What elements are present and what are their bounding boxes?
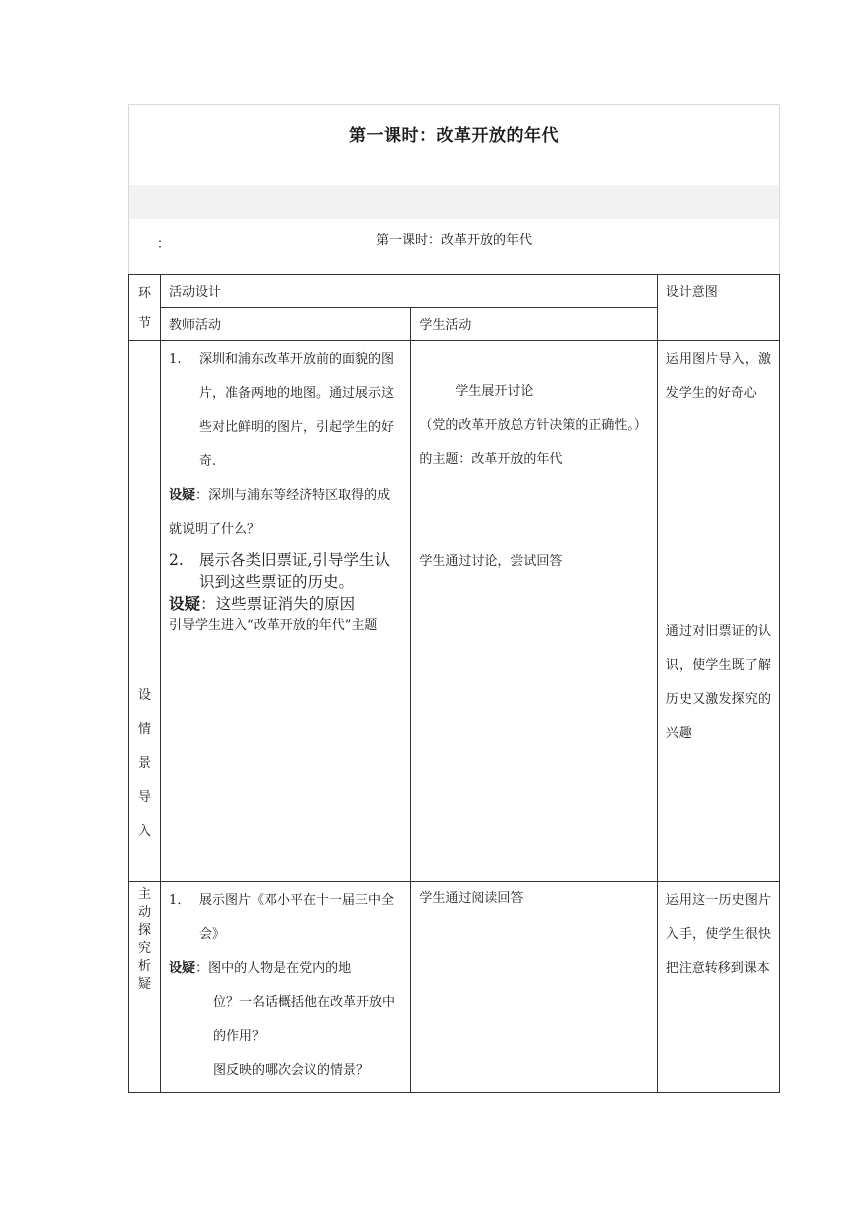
student-activity-cell xyxy=(411,882,657,1093)
item-text: 展示图片《邓小平在十一届三中全会》 xyxy=(199,893,395,942)
label-colon: ： xyxy=(157,237,171,252)
document-title: 第一课时：改革开放的年代 xyxy=(349,126,559,146)
document-header xyxy=(128,104,780,274)
header-row-1 xyxy=(129,275,780,308)
intent-cell xyxy=(657,341,779,882)
question-label: 设疑 xyxy=(169,961,196,976)
intent-text: 通过对旧票证的认识，使学生既了解历史又激发探究的兴趣 xyxy=(665,624,771,741)
question xyxy=(169,479,402,547)
question-text: ：图中的人物是在党内的地 xyxy=(195,961,352,976)
section-char: 入 xyxy=(138,824,152,839)
question-text: ：深圳与浦东等经济特区取得的成就说明了什么？ xyxy=(169,488,391,537)
item-text: 深圳和浦东改革开放前的面貌的图片，准备两地的地图。通过展示这些对比鲜明的图片，引起学生的好奇. xyxy=(199,352,395,469)
question-extra: 图反映的哪次会议的情景？ xyxy=(213,1063,370,1078)
table-row xyxy=(129,341,780,882)
list-item xyxy=(169,343,402,479)
teacher-activity-cell xyxy=(161,882,411,1093)
question xyxy=(169,593,402,615)
lesson-plan-table xyxy=(128,274,780,1093)
intent-text: 运用这一历史图片入手，使学生很快把注意转移到课本 xyxy=(665,893,771,976)
question-label: 设疑 xyxy=(169,488,196,503)
header-activity-design: 活动设计 xyxy=(161,275,658,308)
header-section xyxy=(129,275,161,341)
document-subtitle: 第一课时：改革开放的年代 xyxy=(375,233,532,248)
student-text: 学生通过讨论，尝试回答 xyxy=(419,554,563,569)
section-cell xyxy=(129,882,161,1093)
intent-text: 运用图片导入，激发学生的好奇心 xyxy=(665,352,771,401)
section-char: 情 xyxy=(138,722,152,737)
student-text: 学生通过阅读回答 xyxy=(419,891,524,906)
section-char: 导 xyxy=(138,790,152,805)
student-text: 学生展开讨论 xyxy=(455,384,534,399)
section-char: 究 xyxy=(138,941,152,956)
lead-text: 引导学生进入“改革开放的年代”主题 xyxy=(169,618,378,633)
section-char: 疑 xyxy=(138,977,152,992)
teacher-activity-cell xyxy=(161,341,411,882)
item-text: 展示各类旧票证,引导学生认识到这些票证的历史。 xyxy=(199,551,390,591)
item-number: 1. xyxy=(169,352,182,367)
list-item xyxy=(169,549,402,593)
question-label: 设疑 xyxy=(169,594,201,613)
section-char: 动 xyxy=(138,905,152,920)
section-char: 析 xyxy=(138,959,152,974)
item-number: 1． xyxy=(169,893,191,908)
question xyxy=(169,952,402,986)
gray-band xyxy=(129,185,779,219)
header-section-line1: 环 xyxy=(138,286,152,301)
header-student: 学生活动 xyxy=(411,308,657,341)
student-text: （党的改革开放总方针决策的正确性。）的主题：改革开放的年代 xyxy=(419,418,647,467)
header-teacher: 教师活动 xyxy=(161,308,411,341)
item-number: 2. xyxy=(169,551,184,569)
table-row xyxy=(129,882,780,1093)
section-char: 景 xyxy=(138,756,152,771)
list-item xyxy=(169,884,402,952)
section-char: 主 xyxy=(138,887,152,902)
section-char: 探 xyxy=(138,923,152,938)
student-activity-cell xyxy=(411,341,657,882)
question-text: ：这些票证消失的原因 xyxy=(200,595,356,613)
header-section-line2: 节 xyxy=(138,316,152,331)
question-continuation: 位？一名话概括他在改革开放中的作用？ xyxy=(213,995,396,1044)
header-intent: 设计意图 xyxy=(657,275,779,341)
intent-cell xyxy=(657,882,779,1093)
section-char: 设 xyxy=(138,688,152,703)
section-cell xyxy=(129,341,161,882)
